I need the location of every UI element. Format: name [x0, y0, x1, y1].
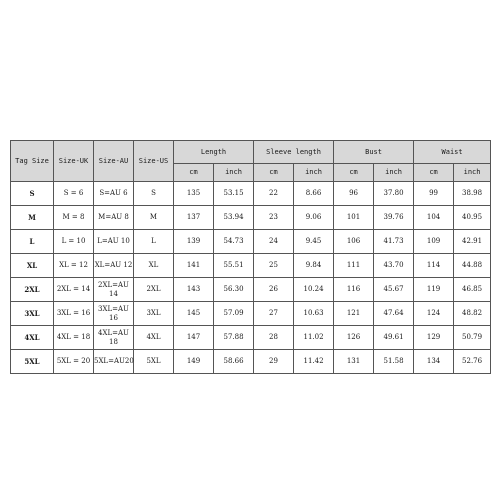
cell-bust-inch: 47.64	[374, 302, 414, 326]
table-row	[11, 254, 491, 278]
cell-sleeve-inch: 11.42	[294, 350, 334, 374]
cell-waist-inch: 44.88	[454, 254, 491, 278]
size-chart-table	[10, 140, 491, 374]
cell-size-au: 5XL=AU20	[94, 350, 134, 374]
cell-length-cm: 149	[174, 350, 214, 374]
header-size-us: Size-US	[134, 141, 174, 182]
cell-sleeve-cm: 29	[254, 350, 294, 374]
cell-bust-cm: 126	[334, 326, 374, 350]
table-row	[11, 278, 491, 302]
cell-waist-inch: 48.82	[454, 302, 491, 326]
cell-size-au: S=AU 6	[94, 182, 134, 206]
cell-waist-inch: 40.95	[454, 206, 491, 230]
cell-size-au: M=AU 8	[94, 206, 134, 230]
cell-sleeve-inch: 10.24	[294, 278, 334, 302]
cell-sleeve-inch: 11.02	[294, 326, 334, 350]
cell-sleeve-cm: 28	[254, 326, 294, 350]
cell-bust-cm: 96	[334, 182, 374, 206]
table-row	[11, 302, 491, 326]
table-row	[11, 182, 491, 206]
header-size-au: Size-AU	[94, 141, 134, 182]
cell-size-au: 4XL=AU 18	[94, 326, 134, 350]
cell-sleeve-cm: 25	[254, 254, 294, 278]
unit-waist-cm: cm	[414, 164, 454, 182]
cell-sleeve-cm: 24	[254, 230, 294, 254]
table-body	[11, 182, 491, 374]
cell-tag-size: 4XL	[11, 326, 54, 350]
cell-size-uk: M = 8	[54, 206, 94, 230]
cell-size-uk: 5XL = 20	[54, 350, 94, 374]
header-tag-size: Tag Size	[11, 141, 54, 182]
cell-size-us: S	[134, 182, 174, 206]
cell-bust-cm: 121	[334, 302, 374, 326]
header-size-uk: Size-UK	[54, 141, 94, 182]
cell-length-inch: 57.09	[214, 302, 254, 326]
cell-length-cm: 137	[174, 206, 214, 230]
cell-sleeve-inch: 9.06	[294, 206, 334, 230]
cell-sleeve-inch: 9.84	[294, 254, 334, 278]
cell-size-au: 3XL=AU 16	[94, 302, 134, 326]
table-row	[11, 350, 491, 374]
cell-length-inch: 53.94	[214, 206, 254, 230]
cell-sleeve-cm: 22	[254, 182, 294, 206]
cell-tag-size: XL	[11, 254, 54, 278]
cell-size-uk: 2XL = 14	[54, 278, 94, 302]
cell-length-inch: 53.15	[214, 182, 254, 206]
cell-size-uk: S = 6	[54, 182, 94, 206]
header-length: Length	[174, 141, 254, 164]
cell-waist-inch: 46.85	[454, 278, 491, 302]
cell-waist-cm: 109	[414, 230, 454, 254]
header-waist: Waist	[414, 141, 491, 164]
header-sleeve-length: Sleeve length	[254, 141, 334, 164]
cell-size-au: 2XL=AU 14	[94, 278, 134, 302]
cell-bust-cm: 101	[334, 206, 374, 230]
cell-size-us: 3XL	[134, 302, 174, 326]
cell-tag-size: S	[11, 182, 54, 206]
cell-size-uk: XL = 12	[54, 254, 94, 278]
cell-size-us: M	[134, 206, 174, 230]
cell-sleeve-inch: 10.63	[294, 302, 334, 326]
cell-waist-cm: 124	[414, 302, 454, 326]
cell-waist-inch: 38.98	[454, 182, 491, 206]
cell-bust-inch: 49.61	[374, 326, 414, 350]
header-bust: Bust	[334, 141, 414, 164]
cell-length-cm: 147	[174, 326, 214, 350]
table-row	[11, 206, 491, 230]
cell-bust-inch: 45.67	[374, 278, 414, 302]
table-row	[11, 230, 491, 254]
cell-waist-cm: 99	[414, 182, 454, 206]
unit-bust-cm: cm	[334, 164, 374, 182]
cell-length-cm: 139	[174, 230, 214, 254]
cell-length-inch: 57.88	[214, 326, 254, 350]
cell-waist-inch: 50.79	[454, 326, 491, 350]
cell-size-us: 4XL	[134, 326, 174, 350]
cell-waist-inch: 52.76	[454, 350, 491, 374]
cell-sleeve-cm: 26	[254, 278, 294, 302]
cell-length-inch: 54.73	[214, 230, 254, 254]
unit-bust-inch: inch	[374, 164, 414, 182]
cell-length-cm: 145	[174, 302, 214, 326]
cell-sleeve-cm: 23	[254, 206, 294, 230]
cell-bust-cm: 106	[334, 230, 374, 254]
cell-tag-size: M	[11, 206, 54, 230]
cell-bust-cm: 116	[334, 278, 374, 302]
table-row	[11, 326, 491, 350]
cell-length-cm: 143	[174, 278, 214, 302]
cell-tag-size: 3XL	[11, 302, 54, 326]
unit-length-inch: inch	[214, 164, 254, 182]
cell-bust-inch: 51.58	[374, 350, 414, 374]
cell-length-inch: 58.66	[214, 350, 254, 374]
unit-length-cm: cm	[174, 164, 214, 182]
cell-waist-inch: 42.91	[454, 230, 491, 254]
cell-bust-cm: 111	[334, 254, 374, 278]
cell-tag-size: L	[11, 230, 54, 254]
cell-waist-cm: 134	[414, 350, 454, 374]
cell-waist-cm: 114	[414, 254, 454, 278]
cell-bust-inch: 43.70	[374, 254, 414, 278]
cell-tag-size: 2XL	[11, 278, 54, 302]
table-header	[11, 141, 491, 182]
cell-size-uk: L = 10	[54, 230, 94, 254]
cell-size-uk: 3XL = 16	[54, 302, 94, 326]
cell-size-au: L=AU 10	[94, 230, 134, 254]
cell-length-inch: 56.30	[214, 278, 254, 302]
cell-bust-inch: 39.76	[374, 206, 414, 230]
cell-length-inch: 55.51	[214, 254, 254, 278]
cell-length-cm: 141	[174, 254, 214, 278]
cell-waist-cm: 104	[414, 206, 454, 230]
unit-waist-inch: inch	[454, 164, 491, 182]
cell-size-us: 5XL	[134, 350, 174, 374]
cell-bust-inch: 41.73	[374, 230, 414, 254]
unit-sleeve-cm: cm	[254, 164, 294, 182]
cell-sleeve-inch: 9.45	[294, 230, 334, 254]
cell-size-us: XL	[134, 254, 174, 278]
cell-size-us: 2XL	[134, 278, 174, 302]
cell-waist-cm: 119	[414, 278, 454, 302]
cell-length-cm: 135	[174, 182, 214, 206]
cell-size-us: L	[134, 230, 174, 254]
cell-size-uk: 4XL = 18	[54, 326, 94, 350]
cell-bust-cm: 131	[334, 350, 374, 374]
cell-bust-inch: 37.80	[374, 182, 414, 206]
cell-sleeve-inch: 8.66	[294, 182, 334, 206]
cell-tag-size: 5XL	[11, 350, 54, 374]
cell-size-au: XL=AU 12	[94, 254, 134, 278]
unit-sleeve-inch: inch	[294, 164, 334, 182]
cell-waist-cm: 129	[414, 326, 454, 350]
cell-sleeve-cm: 27	[254, 302, 294, 326]
size-chart	[10, 140, 490, 374]
